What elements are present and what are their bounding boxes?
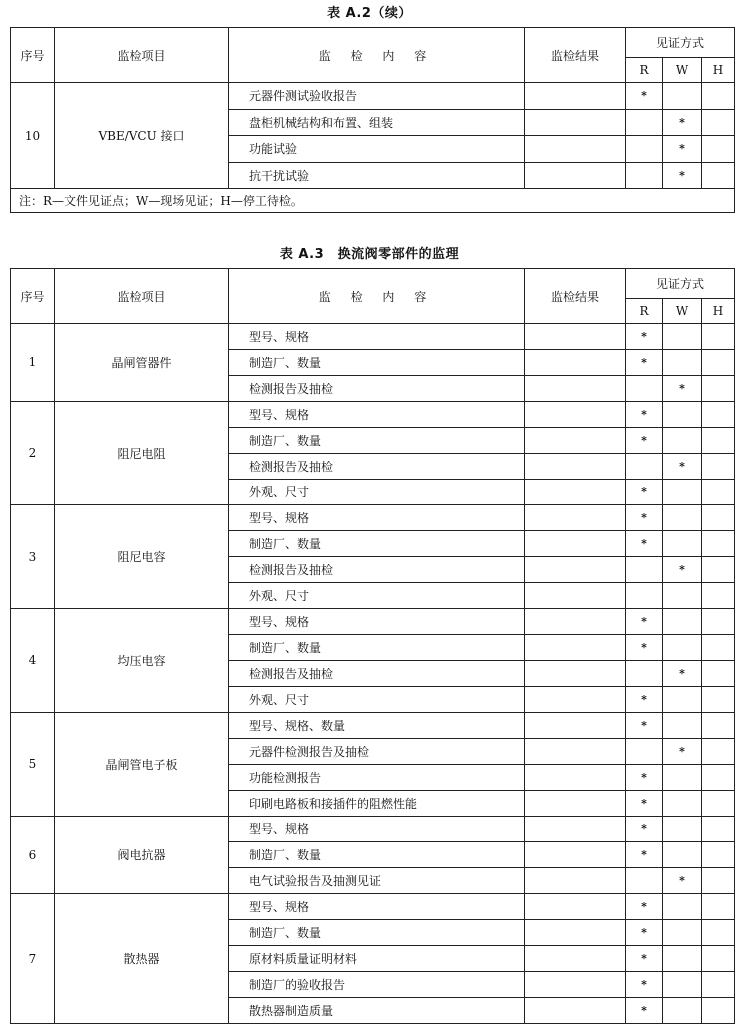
result-cell [525, 109, 626, 136]
item-cell: VBE/VCU 接口 [55, 83, 229, 189]
table-row [11, 505, 735, 531]
content-cell: 制造厂、数量 [229, 842, 525, 868]
witness-w-cell: * [663, 557, 702, 583]
table-row [11, 83, 735, 110]
result-cell [525, 557, 626, 583]
table-row [11, 816, 735, 842]
witness-r-cell: * [626, 894, 663, 920]
item-cell: 阻尼电容 [55, 505, 229, 609]
witness-r-cell: * [626, 764, 663, 790]
result-cell [525, 790, 626, 816]
result-cell [525, 349, 626, 375]
witness-w-cell [663, 505, 702, 531]
witness-r-cell: * [626, 790, 663, 816]
witness-r-cell [626, 583, 663, 609]
witness-w-cell: * [663, 162, 702, 189]
seq-cell: 4 [11, 609, 55, 713]
content-cell: 型号、规格 [229, 816, 525, 842]
content-cell: 型号、规格、数量 [229, 712, 525, 738]
content-cell: 型号、规格 [229, 505, 525, 531]
result-cell [525, 479, 626, 505]
result-cell [525, 505, 626, 531]
seq-cell: 7 [11, 894, 55, 1024]
item-cell: 散热器 [55, 894, 229, 1024]
content-cell: 电气试验报告及抽测见证 [229, 868, 525, 894]
header-item: 监检项目 [55, 269, 229, 324]
result-cell [525, 920, 626, 946]
seq-cell: 6 [11, 816, 55, 894]
table-row [11, 324, 735, 350]
witness-h-cell [702, 609, 735, 635]
witness-r-cell: * [626, 83, 663, 110]
header-seq: 序号 [11, 28, 55, 83]
table-row [11, 712, 735, 738]
witness-h-cell [702, 136, 735, 163]
table-row [11, 401, 735, 427]
result-cell [525, 531, 626, 557]
content-cell: 制造厂、数量 [229, 531, 525, 557]
result-cell [525, 946, 626, 972]
witness-r-cell [626, 557, 663, 583]
result-cell [525, 894, 626, 920]
witness-w-cell [663, 712, 702, 738]
witness-w-cell [663, 946, 702, 972]
result-cell [525, 764, 626, 790]
content-cell: 外观、尺寸 [229, 583, 525, 609]
result-cell [525, 609, 626, 635]
witness-h-cell [702, 635, 735, 661]
item-cell: 晶闸管器件 [55, 324, 229, 402]
item-cell: 阀电抗器 [55, 816, 229, 894]
witness-r-cell: * [626, 816, 663, 842]
table-a2 [10, 27, 735, 213]
witness-h-cell [702, 109, 735, 136]
witness-r-cell [626, 453, 663, 479]
witness-r-cell [626, 660, 663, 686]
witness-w-cell [663, 842, 702, 868]
witness-w-cell [663, 401, 702, 427]
item-cell: 均压电容 [55, 609, 229, 713]
result-cell [525, 738, 626, 764]
result-cell [525, 401, 626, 427]
witness-h-cell [702, 583, 735, 609]
witness-w-cell [663, 324, 702, 350]
content-cell: 元器件检测报告及抽检 [229, 738, 525, 764]
witness-w-cell [663, 894, 702, 920]
witness-h-cell [702, 712, 735, 738]
witness-w-cell [663, 531, 702, 557]
content-cell: 功能检测报告 [229, 764, 525, 790]
header-result: 监检结果 [525, 269, 626, 324]
witness-w-cell [663, 583, 702, 609]
witness-h-cell [702, 738, 735, 764]
witness-r-cell: * [626, 842, 663, 868]
result-cell [525, 686, 626, 712]
witness-r-cell: * [626, 427, 663, 453]
witness-h-cell [702, 764, 735, 790]
witness-h-cell [702, 790, 735, 816]
witness-r-cell: * [626, 505, 663, 531]
witness-h-cell [702, 427, 735, 453]
result-cell [525, 162, 626, 189]
witness-h-cell [702, 868, 735, 894]
result-cell [525, 83, 626, 110]
item-cell: 阻尼电阻 [55, 401, 229, 505]
table-a2-caption: 表 A.2（续） [327, 6, 412, 21]
witness-r-cell [626, 162, 663, 189]
table-row [11, 894, 735, 920]
result-cell [525, 635, 626, 661]
witness-h-cell [702, 816, 735, 842]
content-cell: 制造厂的验收报告 [229, 972, 525, 998]
content-cell: 型号、规格 [229, 609, 525, 635]
witness-w-cell [663, 83, 702, 110]
content-cell: 外观、尺寸 [229, 686, 525, 712]
header-h: H [702, 299, 735, 324]
witness-r-cell: * [626, 635, 663, 661]
content-cell: 外观、尺寸 [229, 479, 525, 505]
content-cell: 抗干扰试验 [229, 162, 525, 189]
witness-w-cell [663, 609, 702, 635]
witness-r-cell [626, 375, 663, 401]
witness-w-cell [663, 764, 702, 790]
witness-r-cell [626, 109, 663, 136]
witness-h-cell [702, 686, 735, 712]
witness-h-cell [702, 349, 735, 375]
content-cell: 制造厂、数量 [229, 427, 525, 453]
header-witness: 见证方式 [626, 269, 735, 299]
result-cell [525, 868, 626, 894]
result-cell [525, 453, 626, 479]
witness-h-cell [702, 557, 735, 583]
content-cell: 散热器制造质量 [229, 997, 525, 1023]
witness-w-cell: * [663, 453, 702, 479]
header-h: H [702, 58, 735, 83]
content-cell: 制造厂、数量 [229, 920, 525, 946]
witness-h-cell [702, 83, 735, 110]
witness-r-cell: * [626, 479, 663, 505]
witness-r-cell: * [626, 920, 663, 946]
content-cell: 原材料质量证明材料 [229, 946, 525, 972]
result-cell [525, 660, 626, 686]
witness-h-cell [702, 162, 735, 189]
content-cell: 盘柜机械结构和布置、组装 [229, 109, 525, 136]
witness-h-cell [702, 324, 735, 350]
seq-cell: 3 [11, 505, 55, 609]
witness-w-cell: * [663, 868, 702, 894]
result-cell [525, 375, 626, 401]
content-cell: 型号、规格 [229, 324, 525, 350]
result-cell [525, 583, 626, 609]
header-witness: 见证方式 [626, 28, 735, 58]
content-cell: 制造厂、数量 [229, 635, 525, 661]
witness-w-cell: * [663, 375, 702, 401]
result-cell [525, 816, 626, 842]
witness-r-cell: * [626, 997, 663, 1023]
result-cell [525, 842, 626, 868]
content-cell: 检测报告及抽检 [229, 453, 525, 479]
witness-r-cell: * [626, 686, 663, 712]
witness-h-cell [702, 531, 735, 557]
result-cell [525, 972, 626, 998]
witness-h-cell [702, 505, 735, 531]
witness-w-cell [663, 972, 702, 998]
content-cell: 元器件测试验收报告 [229, 83, 525, 110]
result-cell [525, 427, 626, 453]
header-w: W [663, 58, 702, 83]
witness-w-cell: * [663, 738, 702, 764]
witness-h-cell [702, 453, 735, 479]
witness-w-cell: * [663, 109, 702, 136]
witness-h-cell [702, 972, 735, 998]
result-cell [525, 997, 626, 1023]
content-cell: 检测报告及抽检 [229, 375, 525, 401]
witness-h-cell [702, 946, 735, 972]
table-note: 注：R—文件见证点；W—现场见证；H—停工待检。 [11, 189, 735, 213]
witness-r-cell: * [626, 972, 663, 998]
witness-w-cell [663, 635, 702, 661]
witness-h-cell [702, 375, 735, 401]
table-row [11, 609, 735, 635]
witness-r-cell: * [626, 401, 663, 427]
header-content: 监 检 内 容 [229, 269, 525, 324]
witness-w-cell [663, 920, 702, 946]
header-content: 监 检 内 容 [229, 28, 525, 83]
witness-r-cell [626, 868, 663, 894]
content-cell: 印刷电路板和接插件的阻燃性能 [229, 790, 525, 816]
witness-w-cell [663, 686, 702, 712]
witness-h-cell [702, 479, 735, 505]
note-row [11, 189, 735, 213]
witness-h-cell [702, 660, 735, 686]
content-cell: 型号、规格 [229, 894, 525, 920]
witness-h-cell [702, 997, 735, 1023]
item-cell: 晶闸管电子板 [55, 712, 229, 816]
witness-r-cell: * [626, 531, 663, 557]
seq-cell: 2 [11, 401, 55, 505]
witness-h-cell [702, 401, 735, 427]
witness-r-cell [626, 136, 663, 163]
result-cell [525, 136, 626, 163]
result-cell [525, 324, 626, 350]
witness-w-cell: * [663, 136, 702, 163]
content-cell: 制造厂、数量 [229, 349, 525, 375]
witness-w-cell [663, 997, 702, 1023]
header-r: R [626, 58, 663, 83]
witness-r-cell: * [626, 609, 663, 635]
header-seq: 序号 [11, 269, 55, 324]
witness-w-cell [663, 816, 702, 842]
witness-r-cell: * [626, 349, 663, 375]
result-cell [525, 712, 626, 738]
witness-h-cell [702, 894, 735, 920]
content-cell: 型号、规格 [229, 401, 525, 427]
witness-r-cell [626, 738, 663, 764]
content-cell: 功能试验 [229, 136, 525, 163]
seq-cell: 10 [11, 83, 55, 189]
header-r: R [626, 299, 663, 324]
header-item: 监检项目 [55, 28, 229, 83]
witness-w-cell: * [663, 660, 702, 686]
header-w: W [663, 299, 702, 324]
content-cell: 检测报告及抽检 [229, 660, 525, 686]
table-a3 [10, 268, 735, 1024]
seq-cell: 1 [11, 324, 55, 402]
witness-h-cell [702, 842, 735, 868]
content-cell: 检测报告及抽检 [229, 557, 525, 583]
seq-cell: 5 [11, 712, 55, 816]
header-result: 监检结果 [525, 28, 626, 83]
table-a3-caption: 表 A.3 换流阀零部件的监理 [279, 247, 460, 262]
witness-r-cell: * [626, 324, 663, 350]
witness-h-cell [702, 920, 735, 946]
witness-w-cell [663, 427, 702, 453]
witness-w-cell [663, 790, 702, 816]
witness-r-cell: * [626, 946, 663, 972]
witness-w-cell [663, 349, 702, 375]
witness-w-cell [663, 479, 702, 505]
witness-r-cell: * [626, 712, 663, 738]
